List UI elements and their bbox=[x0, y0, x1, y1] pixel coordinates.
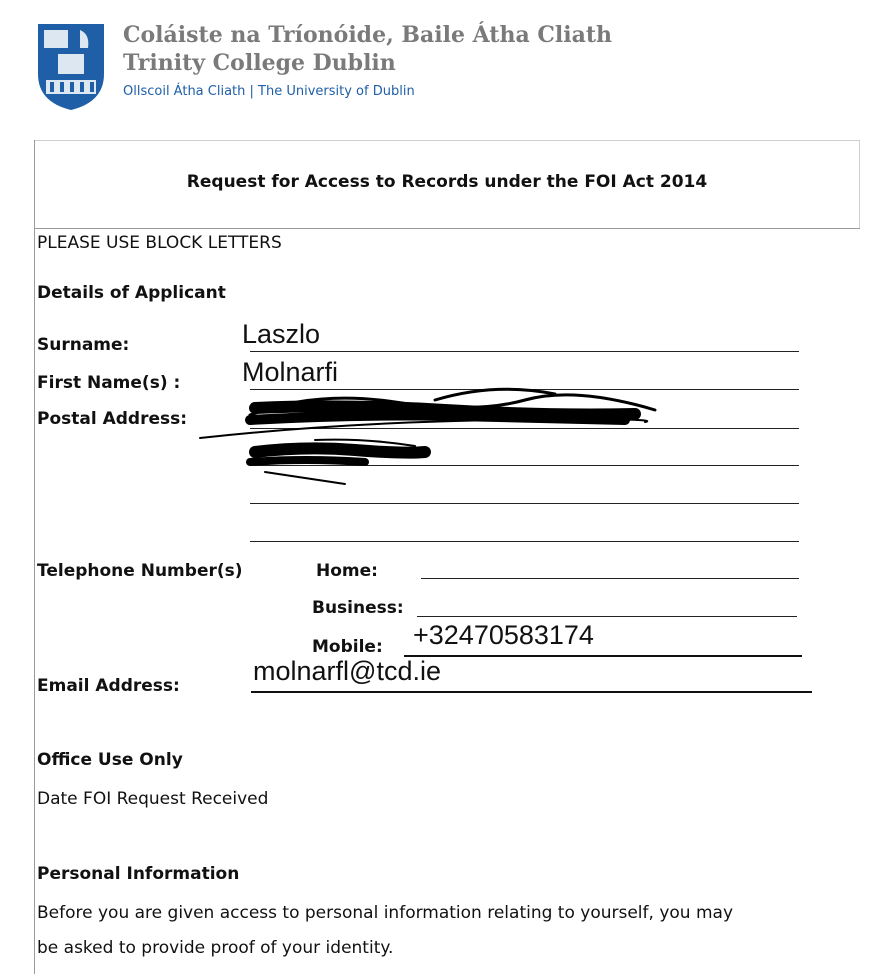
surname-value[interactable]: Laszlo bbox=[242, 319, 321, 349]
applicant-heading: Details of Applicant bbox=[37, 283, 226, 303]
personal-info-line-2: be asked to provide proof of your identity. bbox=[37, 938, 394, 958]
personal-info-heading: Personal Information bbox=[37, 864, 240, 884]
college-crest-icon bbox=[36, 22, 106, 112]
postal-address-line-4 bbox=[250, 541, 799, 542]
college-name-english: Trinity College Dublin bbox=[123, 50, 396, 76]
email-label: Email Address: bbox=[37, 676, 180, 696]
email-value[interactable]: molnarfl@tcd.ie bbox=[253, 656, 441, 686]
block-letters-note: PLEASE USE BLOCK LETTERS bbox=[37, 233, 282, 253]
mobile-value[interactable]: +32470583174 bbox=[413, 620, 594, 650]
business-phone-line bbox=[417, 616, 797, 617]
university-line: Ollscoil Átha Cliath | The University of Dublin bbox=[123, 84, 415, 99]
business-label: Business: bbox=[312, 598, 404, 618]
personal-info-line-1: Before you are given access to personal information relating to yourself, you may bbox=[37, 903, 734, 923]
first-name-label: First Name(s) : bbox=[37, 373, 181, 393]
postal-address-label: Postal Address: bbox=[37, 409, 188, 429]
form-frame-top bbox=[34, 140, 860, 141]
mobile-label: Mobile: bbox=[312, 637, 383, 657]
first-name-value[interactable]: Molnarfi bbox=[242, 357, 339, 387]
form-title: Request for Access to Records under the FOI Act 2014 bbox=[186, 172, 708, 192]
office-use-heading: Office Use Only bbox=[37, 750, 183, 770]
surname-line bbox=[250, 351, 799, 352]
surname-label: Surname: bbox=[37, 335, 130, 355]
home-label: Home: bbox=[316, 561, 378, 581]
home-phone-line bbox=[421, 578, 799, 579]
date-received-label: Date FOI Request Received bbox=[37, 789, 269, 809]
postal-address-line-3 bbox=[250, 503, 799, 504]
title-separator bbox=[34, 228, 860, 229]
form-frame-left bbox=[34, 140, 35, 974]
college-name-irish: Coláiste na Tríonóide, Baile Átha Cliath bbox=[123, 22, 612, 48]
telephone-label: Telephone Number(s) bbox=[37, 561, 243, 581]
redaction-scribble bbox=[195, 380, 675, 490]
email-line bbox=[251, 691, 812, 693]
mobile-phone-line bbox=[404, 655, 802, 657]
